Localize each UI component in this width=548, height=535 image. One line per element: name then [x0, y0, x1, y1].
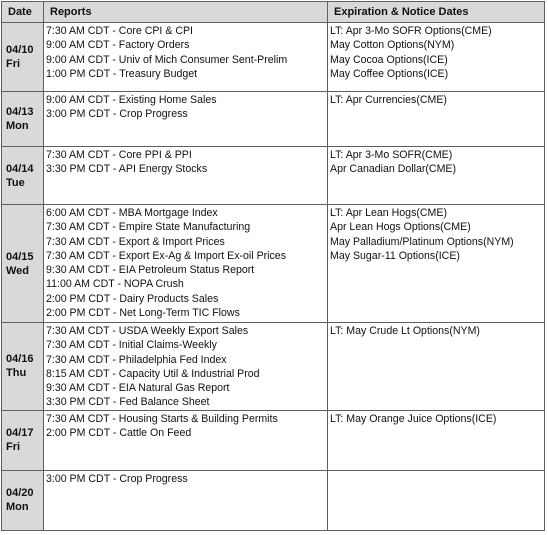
date-label: 04/13 [6, 106, 34, 118]
expiration-item: Apr Lean Hogs Options(CME) [330, 221, 471, 234]
day-label: Wed [6, 264, 30, 277]
expiration-item: May Sugar-11 Options(ICE) [330, 249, 460, 262]
reports-cell [44, 410, 328, 470]
expirations-cell [328, 470, 545, 530]
report-item: 3:30 PM CDT - Fed Balance Sheet [46, 396, 210, 409]
reports-cell [44, 470, 328, 530]
date-cell [2, 147, 44, 205]
report-item: 7:30 AM CDT - Core CPI & CPI [46, 25, 193, 37]
date-cell [2, 410, 44, 470]
date-cell [2, 470, 44, 530]
report-item: 7:30 AM CDT - Initial Claims-Weekly [46, 339, 217, 352]
table-row [2, 205, 545, 323]
report-item: 9:00 AM CDT - Univ of Mich Consumer Sent-Prelim [46, 53, 288, 66]
expiration-item: May Palladium/Platinum Options(NYM) [330, 235, 514, 248]
expiration-item: LT: Apr 3-Mo SOFR Options(CME) [330, 25, 492, 37]
date-label: 04/14 [6, 162, 34, 175]
expirations-cell [328, 147, 545, 205]
day-label: Mon [6, 120, 29, 132]
day-label: Mon [6, 501, 29, 514]
economic-calendar-table [1, 1, 545, 531]
expirations-cell [328, 23, 545, 92]
day-label: Fri [6, 58, 21, 70]
day-label: Fri [6, 441, 21, 454]
expirations-cell [328, 205, 545, 323]
date-cell [2, 205, 44, 323]
report-item: 7:30 AM CDT - Core PPI & PPI [46, 149, 192, 161]
expirations-cell [328, 92, 545, 147]
reports-cell [44, 23, 328, 92]
table-body [2, 23, 545, 531]
report-item: 3:00 PM CDT - Crop Progress [46, 108, 188, 121]
report-item: 11:00 AM CDT - NOPA Crush [46, 278, 184, 291]
date-label: 04/10 [6, 44, 34, 56]
report-item: 9:00 AM CDT - Existing Home Sales [46, 94, 217, 106]
report-item: 3:30 PM CDT - API Energy Stocks [46, 163, 208, 176]
report-item: 7:30 AM CDT - Empire State Manufacturing [46, 221, 251, 234]
report-item: 6:00 AM CDT - MBA Mortgage Index [46, 207, 218, 219]
report-item: 7:30 AM CDT - USDA Weekly Export Sales [46, 325, 249, 337]
table-row [2, 92, 545, 147]
expiration-item: Apr Canadian Dollar(CME) [330, 163, 456, 176]
header-date: Date [2, 2, 44, 23]
table-row [2, 147, 545, 205]
expiration-item: May Cotton Options(NYM) [330, 39, 455, 52]
expiration-item: LT: May Orange Juice Options(ICE) [330, 412, 497, 425]
table-row [2, 410, 545, 470]
expirations-cell [328, 323, 545, 411]
table-row [2, 323, 545, 411]
report-item: 7:30 AM CDT - Export Ex-Ag & Import Ex-oil Prices [46, 249, 286, 262]
table-header [2, 2, 545, 23]
report-item: 2:00 PM CDT - Dairy Products Sales [46, 292, 219, 305]
report-item: 7:30 AM CDT - Philadelphia Fed Index [46, 353, 227, 366]
header-expirations: Expiration & Notice Dates [328, 2, 545, 23]
date-label: 04/17 [6, 427, 34, 440]
expirations-cell [328, 410, 545, 470]
date-cell [2, 323, 44, 411]
reports-cell [44, 205, 328, 323]
table-row [2, 23, 545, 92]
expiration-item: LT: Apr Lean Hogs(CME) [330, 207, 447, 219]
report-item: 9:30 AM CDT - EIA Petroleum Status Report [46, 264, 255, 277]
expiration-item: LT: Apr Currencies(CME) [330, 94, 447, 106]
report-item: 7:30 AM CDT - Housing Starts & Building Permits [46, 412, 278, 425]
report-item: 2:00 PM CDT - Net Long-Term TIC Flows [46, 307, 240, 320]
header-reports: Reports [44, 2, 328, 23]
report-item: 3:00 PM CDT - Crop Progress [46, 472, 188, 485]
reports-cell [44, 92, 328, 147]
expiration-item: LT: May Crude Lt Options(NYM) [330, 325, 480, 337]
table-row [2, 470, 545, 530]
reports-cell [44, 323, 328, 411]
report-item: 9:30 AM CDT - EIA Natural Gas Report [46, 382, 230, 395]
reports-cell [44, 147, 328, 205]
date-label: 04/20 [6, 487, 34, 500]
report-item: 1:00 PM CDT - Treasury Budget [46, 67, 198, 80]
expiration-item: LT: Apr 3-Mo SOFR(CME) [330, 149, 453, 161]
report-item: 9:00 AM CDT - Factory Orders [46, 39, 190, 52]
report-item: 7:30 AM CDT - Export & Import Prices [46, 235, 225, 248]
day-label: Tue [6, 176, 25, 189]
date-cell [2, 92, 44, 147]
date-label: 04/16 [6, 353, 34, 366]
report-item: 2:00 PM CDT - Cattle On Feed [46, 427, 192, 440]
expiration-item: May Coffee Options(ICE) [330, 67, 449, 80]
day-label: Thu [6, 367, 27, 380]
date-cell [2, 23, 44, 92]
report-item: 8:15 AM CDT - Capacity Util & Industrial Prod [46, 367, 260, 380]
date-label: 04/15 [6, 250, 34, 263]
expiration-item: May Cocoa Options(ICE) [330, 53, 448, 66]
